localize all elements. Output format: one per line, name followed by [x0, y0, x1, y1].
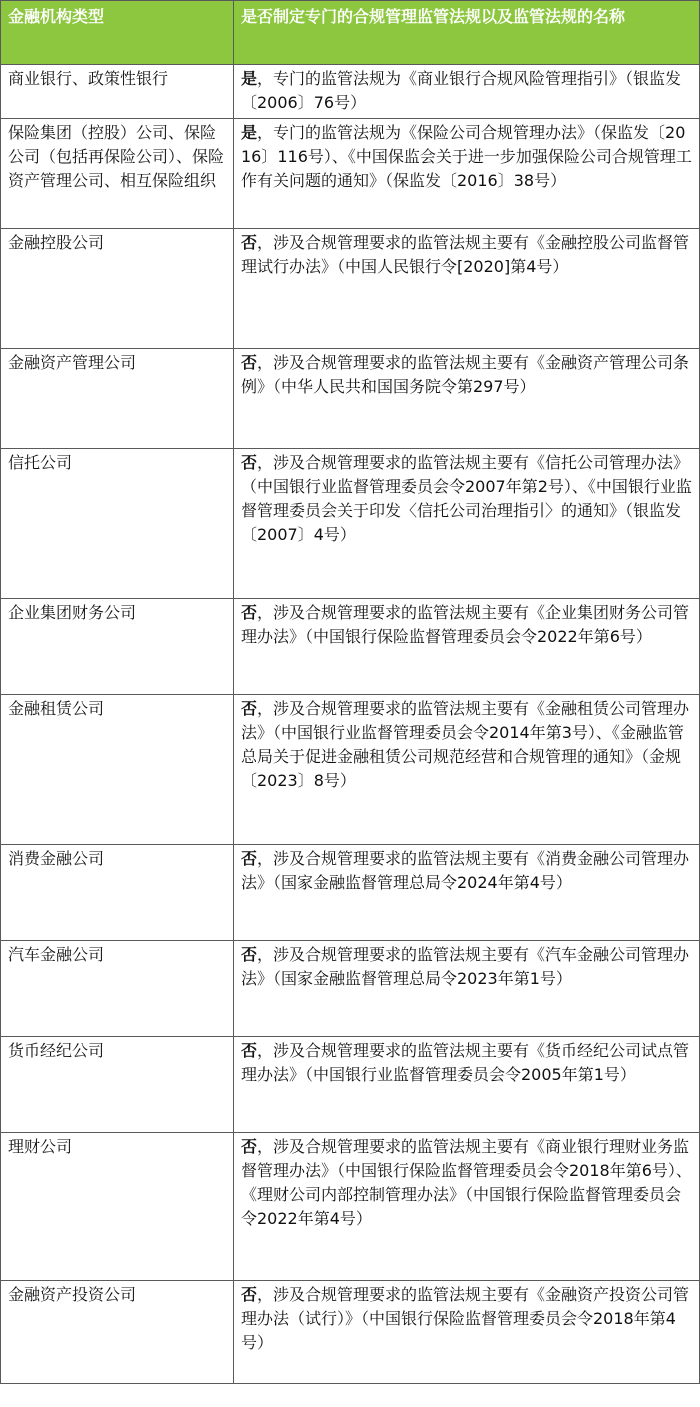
regulation-detail: ，涉及合规管理要求的监管法规主要有《金融资产管理公司条例》（中华人民共和国国务院令第297号）	[241, 353, 690, 396]
regulation-detail: ，涉及合规管理要求的监管法规主要有《金融资产投资公司管理办法（试行）》（中国银行保险监督管理委员会令2018年第4号）	[241, 1285, 690, 1352]
institution-type-cell: 商业银行、政策性银行	[1, 65, 234, 119]
regulation-cell	[234, 1133, 700, 1281]
regulation-detail: ，涉及合规管理要求的监管法规主要有《企业集团财务公司管理办法》（中国银行保险监督管理委员会令2022年第6号）	[241, 603, 690, 646]
table-row	[1, 941, 700, 1037]
institution-type-cell: 金融资产管理公司	[1, 349, 234, 449]
answer-label: 否	[241, 453, 258, 472]
regulation-cell	[234, 65, 700, 119]
table-row	[1, 349, 700, 449]
regulation-detail: ，涉及合规管理要求的监管法规主要有《汽车金融公司管理办法》（国家金融监督管理总局令2023年第1号）	[241, 945, 690, 988]
institution-type-cell: 金融资产投资公司	[1, 1281, 234, 1384]
institution-type-cell: 信托公司	[1, 449, 234, 599]
answer-label: 否	[241, 233, 258, 252]
regulation-detail: ，涉及合规管理要求的监管法规主要有《金融租赁公司管理办法》（中国银行业监督管理委员会令2014年第3号）、《金融监管总局关于促进金融租赁公司规范经营和合规管理的通知》（金规〔2023〕8号）	[241, 699, 690, 790]
institution-type-cell: 汽车金融公司	[1, 941, 234, 1037]
regulation-cell	[234, 119, 700, 229]
header-institution-type: 金融机构类型	[1, 1, 234, 65]
regulation-cell	[234, 449, 700, 599]
answer-label: 是	[241, 123, 258, 142]
table-row	[1, 599, 700, 695]
regulation-cell	[234, 845, 700, 941]
regulation-detail: ，涉及合规管理要求的监管法规主要有《货币经纪公司试点管理办法》（中国银行业监督管理委员会令2005年第1号）	[241, 1041, 690, 1084]
table-row	[1, 449, 700, 599]
table-row	[1, 229, 700, 349]
regulation-detail: ，专门的监管法规为《商业银行合规风险管理指引》（银监发〔2006〕76号）	[241, 69, 682, 112]
regulation-detail: ，涉及合规管理要求的监管法规主要有《金融控股公司监督管理试行办法》（中国人民银行令[2020]第4号）	[241, 233, 690, 276]
institution-type-cell: 金融控股公司	[1, 229, 234, 349]
answer-label: 否	[241, 353, 258, 372]
regulation-cell	[234, 229, 700, 349]
table-row	[1, 1037, 700, 1133]
institution-type-cell: 企业集团财务公司	[1, 599, 234, 695]
header-row	[1, 1, 700, 65]
regulation-cell	[234, 599, 700, 695]
regulation-cell	[234, 941, 700, 1037]
regulation-cell	[234, 1281, 700, 1384]
table-row	[1, 65, 700, 119]
institution-type-cell: 消费金融公司	[1, 845, 234, 941]
answer-label: 否	[241, 1285, 258, 1304]
institution-type-cell: 货币经纪公司	[1, 1037, 234, 1133]
table-row	[1, 1133, 700, 1281]
table-row	[1, 1281, 700, 1384]
table-row	[1, 695, 700, 845]
answer-label: 否	[241, 603, 258, 622]
table-row	[1, 119, 700, 229]
institution-type-cell: 金融租赁公司	[1, 695, 234, 845]
answer-label: 否	[241, 1137, 258, 1156]
regulation-detail: ，涉及合规管理要求的监管法规主要有《消费金融公司管理办法》（国家金融监督管理总局令2024年第4号）	[241, 849, 690, 892]
answer-label: 否	[241, 699, 258, 718]
answer-label: 是	[241, 69, 258, 88]
header-regulation: 是否制定专门的合规管理监管法规以及监管法规的名称	[234, 1, 700, 65]
institution-type-cell: 保险集团（控股）公司、保险公司（包括再保险公司）、保险资产管理公司、相互保险组织	[1, 119, 234, 229]
regulation-cell	[234, 349, 700, 449]
answer-label: 否	[241, 1041, 258, 1060]
regulation-detail: ，专门的监管法规为《保险公司合规管理办法》（保监发〔2016〕116号）、《中国保监会关于进一步加强保险公司合规管理工作有关问题的通知》（保监发〔2016〕38号）	[241, 123, 692, 190]
institution-type-cell: 理财公司	[1, 1133, 234, 1281]
regulation-cell	[234, 695, 700, 845]
regulation-detail: ，涉及合规管理要求的监管法规主要有《商业银行理财业务监督管理办法》（中国银行保险监督管理委员会令2018年第6号）、《理财公司内部控制管理办法》（中国银行保险监督管理委员会令2022年第4号）	[241, 1137, 692, 1228]
table-row	[1, 845, 700, 941]
regulation-cell	[234, 1037, 700, 1133]
answer-label: 否	[241, 945, 258, 964]
answer-label: 否	[241, 849, 258, 868]
regulation-detail: ，涉及合规管理要求的监管法规主要有《信托公司管理办法》（中国银行业监督管理委员会令2007年第2号）、《中国银行业监督管理委员会关于印发〈信托公司治理指引〉的通知》（银监发〔2007〕4号）	[241, 453, 692, 544]
